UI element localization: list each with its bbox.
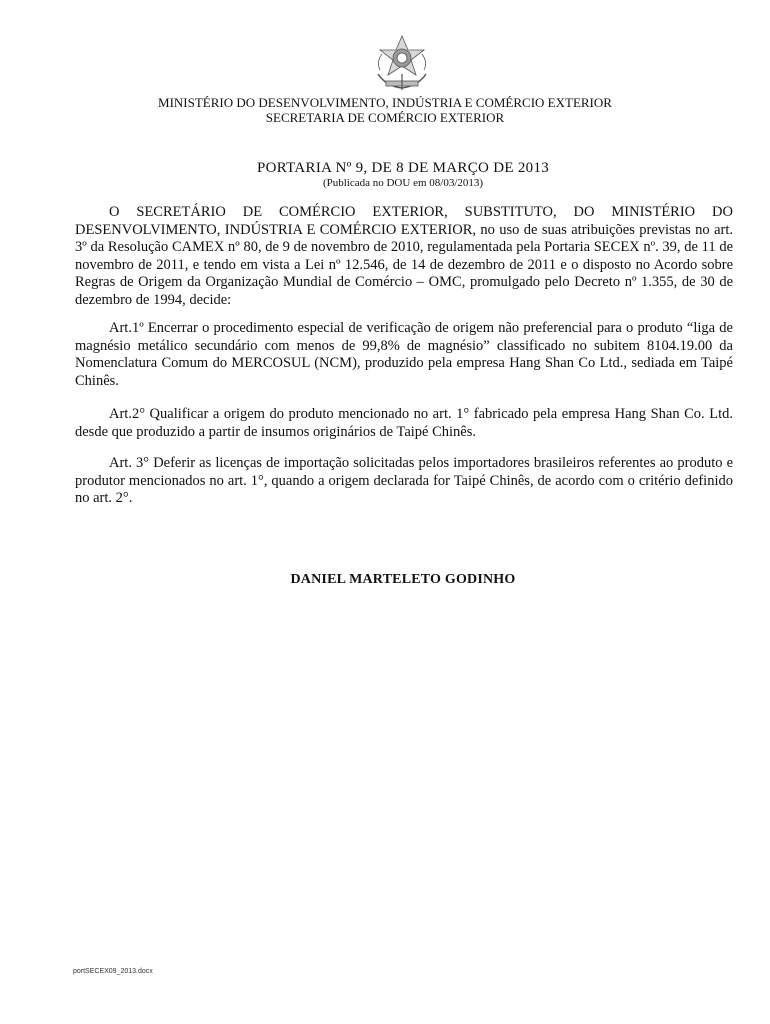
document-title: PORTARIA Nº 9, DE 8 DE MARÇO DE 2013 bbox=[256, 160, 550, 176]
publication-note: (Publicada no DOU em 08/03/2013) bbox=[322, 177, 484, 189]
article-3: Art. 3° Deferir as licenças de importação solicitadas pelos importadores brasileiros referentes ao produto e produtor mencionados no art. 1°, quando a origem declarada for Taipé Chinês, de acordo com o critério definido no art. 2°. bbox=[75, 455, 733, 506]
article-1: Art.1º Encerrar o procedimento especial de verificação de origem não preferencial para o produto “liga de magnésio metálico secundário com menos de 99,8% de magnésio” classificado no subitem 8104.19.00 da Nomenclatura Comum do MERCOSUL (NCM), produzido pela empresa Hang Shan Co Ltd., sediada em Taipé Chinês. bbox=[75, 320, 733, 389]
ministry-heading: MINISTÉRIO DO DESENVOLVIMENTO, INDÚSTRIA E COMÉRCIO EXTERIOR bbox=[158, 95, 612, 110]
article-2: Art.2° Qualificar a origem do produto mencionado no art. 1° fabricado pela empresa Hang Shan Co. Ltd. desde que produzido a partir de insumos originários de Taipé Chinês. bbox=[75, 406, 733, 440]
brazil-coat-of-arms-icon bbox=[372, 34, 432, 92]
footer-filename: portSECEX09_2013.docx bbox=[73, 968, 153, 975]
signature-name: DANIEL MARTELETO GODINHO bbox=[290, 572, 516, 587]
intro-paragraph: O SECRETÁRIO DE COMÉRCIO EXTERIOR, SUBSTITUTO, DO MINISTÉRIO DO DESENVOLVIMENTO, INDÚSTRIA E COMÉRCIO EXTERIOR, no uso de suas atribuições previstas no art. 3º da Resolução CAMEX nº 80, de 9 de novembro de 2010, regulamentada pela Portaria SECEX nº. 39, de 11 de novembro de 2011, e tendo em vista a Lei nº 12.546, de 14 de dezembro de 2011 e o disposto no Acordo sobre Regras de Origem da Organização Mundial de Comércio – OMC, promulgado pelo Decreto nº 1.355, de 30 de dezembro de 1994, decide: bbox=[75, 204, 733, 308]
secretariat-heading: SECRETARIA DE COMÉRCIO EXTERIOR bbox=[265, 110, 505, 125]
